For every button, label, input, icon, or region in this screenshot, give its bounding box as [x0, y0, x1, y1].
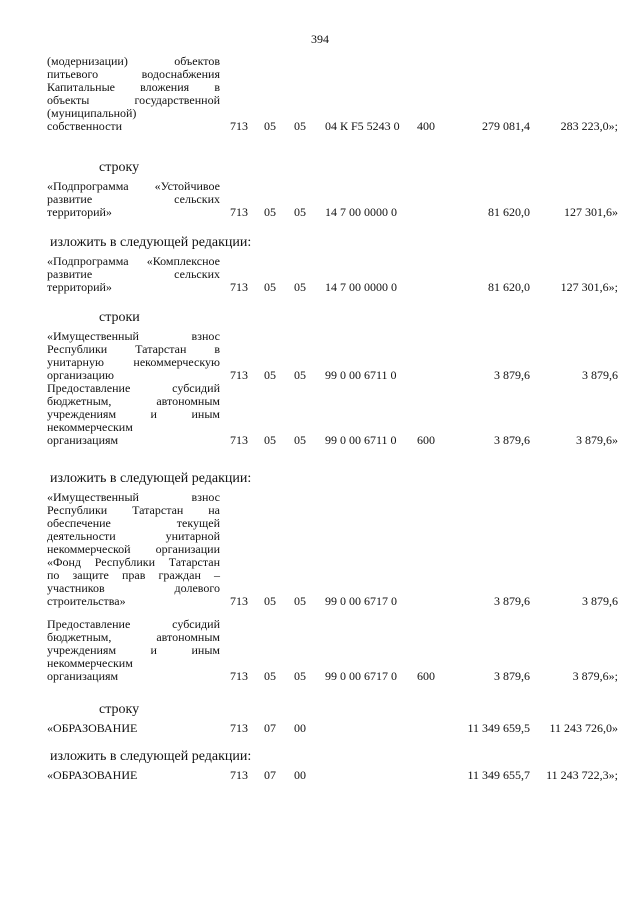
- target-item-code: 99 0 00 6711 0: [325, 368, 397, 382]
- description-line: по защите прав граждан –: [47, 568, 220, 582]
- subsection-code: 05: [294, 119, 306, 133]
- block-heading: строку: [99, 160, 140, 175]
- section-code: 05: [264, 280, 276, 294]
- amount-year-2: 3 879,6: [582, 368, 618, 382]
- description-line: унитарную некоммерческую: [47, 355, 220, 369]
- ministry-code: 713: [230, 368, 248, 382]
- ministry-code: 713: [230, 119, 248, 133]
- description-line: (муниципальной): [47, 106, 137, 120]
- amount-year-1: 3 879,6: [494, 669, 530, 683]
- ministry-code: 713: [230, 721, 248, 735]
- block-heading: строку: [99, 702, 140, 717]
- row-description: [47, 618, 220, 683]
- description-line: развитие сельских: [47, 267, 220, 281]
- amount-year-1: 81 620,0: [488, 205, 530, 219]
- description-line: бюджетным, автономным: [47, 394, 220, 408]
- row-description: [47, 491, 220, 608]
- description-line: обеспечение текущей: [47, 516, 220, 530]
- section-code: 07: [264, 768, 276, 782]
- row-description: [47, 55, 220, 133]
- section-code: 05: [264, 205, 276, 219]
- ministry-code: 713: [230, 280, 248, 294]
- amount-year-2: 127 301,6»: [564, 205, 618, 219]
- description-line: «Подпрограмма «Комплексное: [47, 254, 220, 268]
- description-line: развитие сельских: [47, 192, 220, 206]
- description-line: организациям: [47, 433, 119, 447]
- description-line: некоммерческой организации: [47, 542, 220, 556]
- block-heading: строки: [99, 310, 140, 325]
- description-line: Республики Татарстан в: [47, 342, 220, 356]
- description-line: территорий»: [47, 280, 112, 294]
- target-item-code: 14 7 00 0000 0: [325, 280, 397, 294]
- description-line: учреждениям и иным: [47, 407, 220, 421]
- expense-type-code: 600: [417, 433, 435, 447]
- description-line: «Подпрограмма «Устойчивое: [47, 179, 220, 193]
- description-line: объекты государственной: [47, 93, 220, 107]
- amount-year-1: 11 349 659,5: [467, 721, 530, 735]
- block-heading: изложить в следующей редакции:: [50, 749, 252, 764]
- ministry-code: 713: [230, 433, 248, 447]
- subsection-code: 05: [294, 594, 306, 608]
- section-code: 05: [264, 594, 276, 608]
- row-description: [47, 382, 220, 447]
- row-description: [47, 769, 220, 782]
- amount-year-1: 81 620,0: [488, 280, 530, 294]
- section-code: 07: [264, 721, 276, 735]
- row-description: [47, 255, 220, 294]
- section-code: 05: [264, 119, 276, 133]
- description-line: некоммерческим: [47, 420, 133, 434]
- amount-year-2: 3 879,6»: [576, 433, 618, 447]
- section-code: 05: [264, 433, 276, 447]
- description-line: строительства»: [47, 594, 126, 608]
- description-line: питьевого водоснабжения: [47, 67, 220, 81]
- description-line: Капитальные вложения в: [47, 80, 220, 94]
- target-item-code: 99 0 00 6711 0: [325, 433, 397, 447]
- target-item-code: 99 0 00 6717 0: [325, 669, 397, 683]
- description-line: собственности: [47, 119, 123, 133]
- amount-year-2: 11 243 722,3»;: [546, 768, 618, 782]
- description-line: (модернизации) объектов: [47, 54, 220, 68]
- row-description: [47, 180, 220, 219]
- amount-year-2: 283 223,0»;: [560, 119, 618, 133]
- description-line: учреждениям и иным: [47, 643, 220, 657]
- row-description: [47, 722, 220, 735]
- amount-year-1: 279 081,4: [482, 119, 530, 133]
- amount-year-2: 3 879,6»;: [572, 669, 618, 683]
- subsection-code: 05: [294, 669, 306, 683]
- amount-year-2: 127 301,6»;: [560, 280, 618, 294]
- description-line: «ОБРАЗОВАНИЕ: [47, 768, 138, 782]
- description-line: деятельности унитарной: [47, 529, 220, 543]
- block-heading: изложить в следующей редакции:: [50, 235, 252, 250]
- amount-year-1: 11 349 655,7: [467, 768, 530, 782]
- subsection-code: 00: [294, 768, 306, 782]
- description-line: бюджетным, автономным: [47, 630, 220, 644]
- amount-year-1: 3 879,6: [494, 594, 530, 608]
- subsection-code: 05: [294, 368, 306, 382]
- amount-year-1: 3 879,6: [494, 368, 530, 382]
- subsection-code: 00: [294, 721, 306, 735]
- amount-year-1: 3 879,6: [494, 433, 530, 447]
- description-line: «Имущественный взнос: [47, 329, 220, 343]
- description-line: «Имущественный взнос: [47, 490, 220, 504]
- ministry-code: 713: [230, 205, 248, 219]
- ministry-code: 713: [230, 669, 248, 683]
- description-line: Предоставление субсидий: [47, 381, 220, 395]
- description-line: организацию: [47, 368, 114, 382]
- target-item-code: 04 К F5 5243 0: [325, 119, 400, 133]
- amount-year-2: 3 879,6: [582, 594, 618, 608]
- description-line: участников долевого: [47, 581, 220, 595]
- expense-type-code: 600: [417, 669, 435, 683]
- subsection-code: 05: [294, 205, 306, 219]
- description-line: «Фонд Республики Татарстан: [47, 555, 220, 569]
- description-line: некоммерческим: [47, 656, 133, 670]
- expense-type-code: 400: [417, 119, 435, 133]
- row-description: [47, 330, 220, 382]
- description-line: организациям: [47, 669, 119, 683]
- subsection-code: 05: [294, 433, 306, 447]
- section-code: 05: [264, 669, 276, 683]
- description-line: Республики Татарстан на: [47, 503, 220, 517]
- subsection-code: 05: [294, 280, 306, 294]
- target-item-code: 14 7 00 0000 0: [325, 205, 397, 219]
- block-heading: изложить в следующей редакции:: [50, 471, 252, 486]
- amount-year-2: 11 243 726,0»: [549, 721, 618, 735]
- ministry-code: 713: [230, 768, 248, 782]
- description-line: территорий»: [47, 205, 112, 219]
- description-line: «ОБРАЗОВАНИЕ: [47, 721, 138, 735]
- page-number: 394: [311, 32, 329, 46]
- description-line: Предоставление субсидий: [47, 617, 220, 631]
- section-code: 05: [264, 368, 276, 382]
- ministry-code: 713: [230, 594, 248, 608]
- target-item-code: 99 0 00 6717 0: [325, 594, 397, 608]
